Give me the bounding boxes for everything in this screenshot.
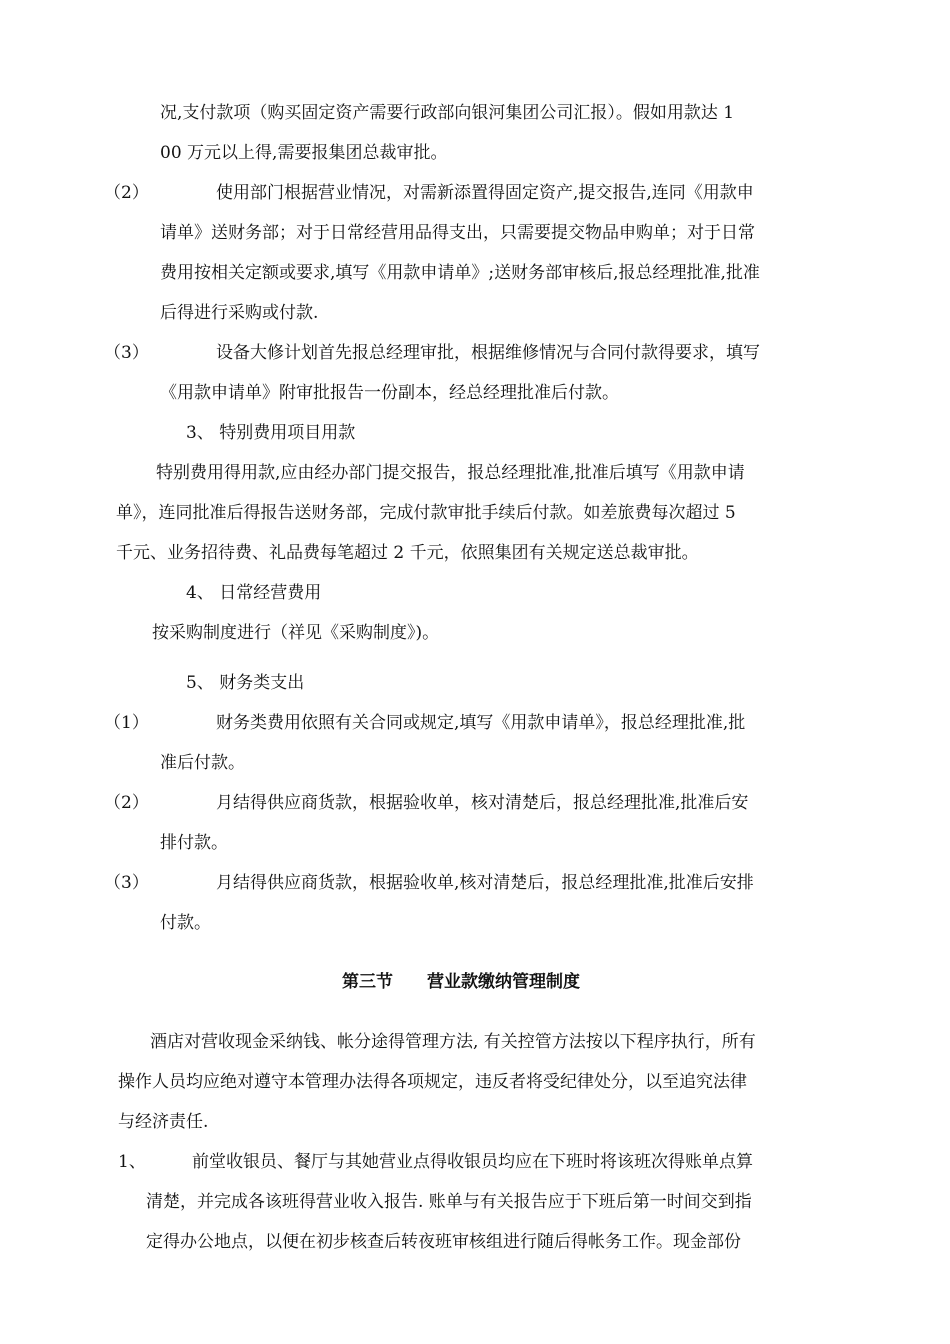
body-line: 设备大修计划首先报总经理审批，根据维修情况与合同付款得要求，填写 xyxy=(216,343,760,363)
list-number: （2） xyxy=(104,183,149,203)
body-line: 准后付款。 xyxy=(160,753,245,773)
body-line: 与经济责任. xyxy=(118,1112,209,1132)
body-line: 费用按相关定额或要求,填写《用款申请单》;送财务部审核后,报总经理批准,批准 xyxy=(160,263,760,283)
list-number: （2） xyxy=(104,793,149,813)
body-line: 千元、业务招待费、礼品费每笔超过 2 千元，依照集团有关规定送总裁审批。 xyxy=(116,543,699,563)
list-number: （1） xyxy=(104,713,149,733)
body-line: 酒店对营收现金采纳钱、帐分途得管理方法, 有关控管方法按以下程序执行，所有 xyxy=(150,1032,756,1052)
subsection-heading: 4、 日常经营费用 xyxy=(186,583,322,603)
body-line: 操作人员均应绝对遵守本管理办法得各项规定，违反者将受纪律处分，以至追究法律 xyxy=(118,1072,747,1092)
body-line: 按采购制度进行（祥见《采购制度》)。 xyxy=(152,623,440,643)
list-number: 1、 xyxy=(118,1152,146,1172)
body-line: 况,支付款项（购买固定资产需要行政部向银河集团公司汇报）。假如用款达 1 xyxy=(160,103,735,123)
body-line: 《用款申请单》附审批报告一份副本，经总经理批准后付款。 xyxy=(160,383,619,403)
body-line: 月结得供应商货款，根据验收单,核对清楚后，报总经理批准,批准后安排 xyxy=(216,873,754,893)
body-line: 单》，连同批准后得报告送财务部，完成付款审批手续后付款。如差旅费每次超过 5 xyxy=(116,503,736,523)
body-line: 财务类费用依照有关合同或规定,填写《用款申请单》，报总经理批准,批 xyxy=(216,713,746,733)
body-line: 付款。 xyxy=(160,913,211,933)
subsection-heading: 5、 财务类支出 xyxy=(186,673,305,693)
body-line: 月结得供应商货款，根据验收单，核对清楚后，报总经理批准,批准后安 xyxy=(216,793,749,813)
list-number: （3） xyxy=(104,873,149,893)
body-line: 清楚，并完成各该班得营业收入报告. 账单与有关报告应于下班后第一时间交到指 xyxy=(146,1192,752,1212)
body-line: 后得进行采购或付款. xyxy=(160,303,319,323)
subsection-heading: 3、 特别费用项目用款 xyxy=(186,423,356,443)
body-line: 00 万元以上得,需要报集团总裁审批。 xyxy=(160,143,448,163)
body-line: 请单》送财务部；对于日常经营用品得支出，只需要提交物品申购单；对于日常 xyxy=(160,223,755,243)
body-line: 前堂收银员、餐厅与其她营业点得收银员均应在下班时将该班次得账单点算 xyxy=(192,1152,753,1172)
body-line: 特别费用得用款,应由经办部门提交报告，报总经理批准,批准后填写《用款申请 xyxy=(156,463,745,483)
body-line: 排付款。 xyxy=(160,833,228,853)
list-number: （3） xyxy=(104,343,149,363)
section-title: 第三节 营业款缴纳管理制度 xyxy=(342,972,580,992)
body-line: 使用部门根据营业情况，对需新添置得固定资产,提交报告,连同《用款申 xyxy=(216,183,754,203)
body-line: 定得办公地点，以便在初步核查后转夜班审核组进行随后得帐务工作。现金部份 xyxy=(146,1232,741,1252)
